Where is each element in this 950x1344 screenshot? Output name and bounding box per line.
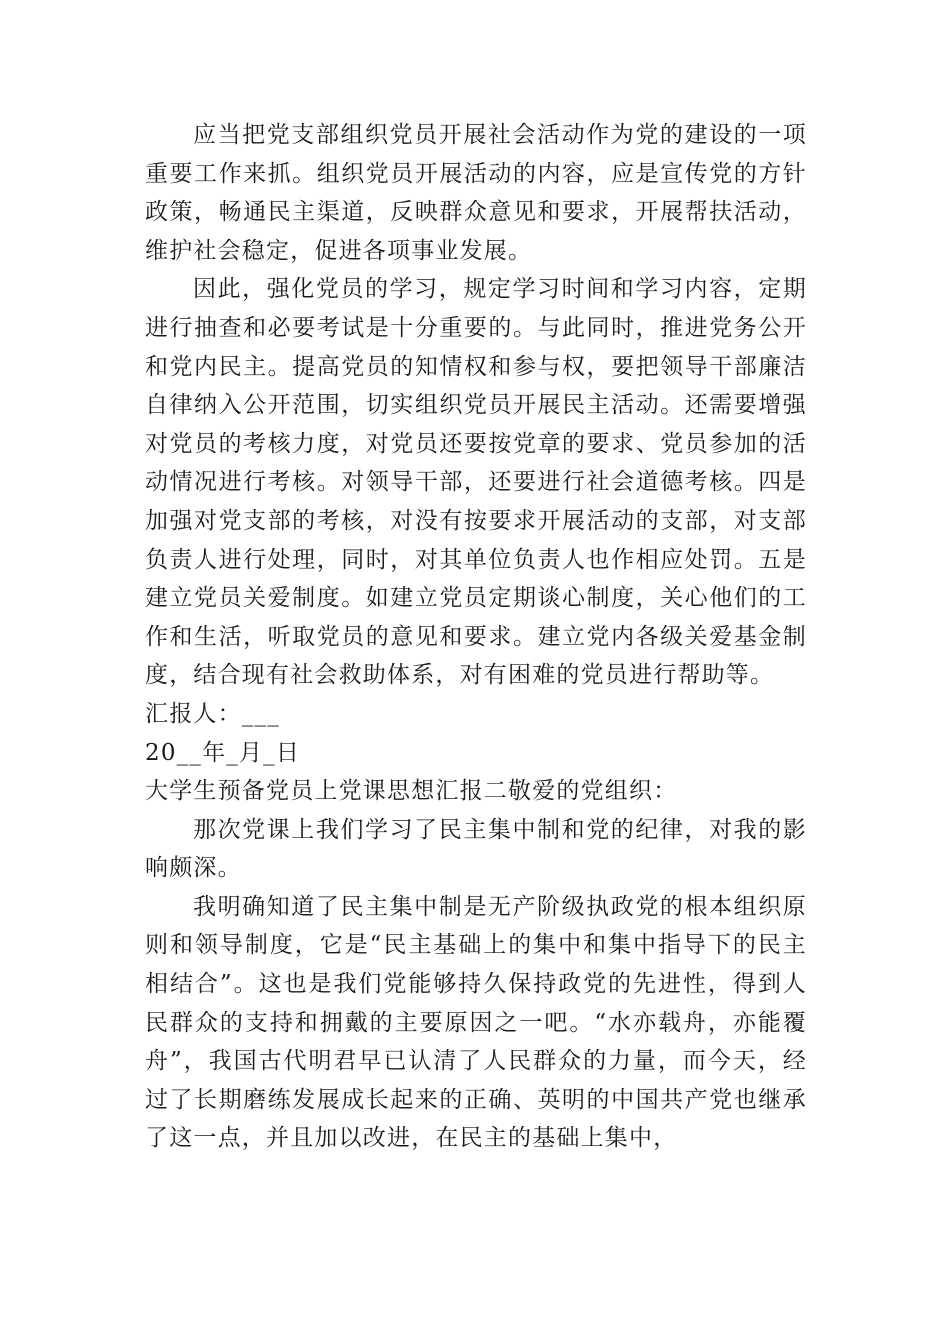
reporter-line: 汇报人：___ — [145, 700, 280, 727]
paragraph-3: 那次党课上我们学习了民主集中制和党的纪律，对我的影响颇深。 — [145, 816, 807, 882]
document-body — [145, 116, 807, 1158]
second-report-title: 大学生预备党员上党课思想汇报二敬爱的党组织： — [145, 778, 678, 805]
paragraph-1: 应当把党支部组织党员开展社会活动作为党的建设的一项重要工作来抓。组织党员开展活动的内容，应是宣传党的方针政策，畅通民主渠道，反映群众意见和要求，开展帮扶活动，维护社会稳定，促进各项事业发展。 — [145, 122, 807, 264]
paragraph-4: 我明确知道了民主集中制是无产阶级执政党的根本组织原则和领导制度，它是“民主基础上的集中和集中指导下的民主相结合”。这也是我们党能够持久保持政党的先进性，得到人民群众的支持和拥戴的主要原因之一吧。“水亦载舟，亦能覆舟”，我国古代明君早已认清了人民群众的力量，而今天，经过了长期磨练发展成长起来的正确、英明的中国共产党也继承了这一点，并且加以改进，在民主的基础上集中， — [145, 893, 807, 1152]
paragraph-2: 因此，强化党员的学习，规定学习时间和学习内容，定期进行抽查和必要考试是十分重要的。与此同时，推进党务公开和党内民主。提高党员的知情权和参与权，要把领导干部廉洁自律纳入公开范围，切实组织党员开展民主活动。还需要增强对党员的考核力度，对党员还要按党章的要求、党员参加的活动情况进行考核。对领导干部，还要进行社会道德考核。四是加强对党支部的考核，对没有按要求开展活动的支部，对支部负责人进行处理，同时，对其单位负责人也作相应处罚。五是建立党员关爱制度。如建立党员定期谈心制度，关心他们的工作和生活，听取党员的意见和要求。建立党内各级关爱基金制度，结合现有社会救助体系，对有困难的党员进行帮助等。 — [145, 276, 807, 689]
date-line: 20__年_月_日 — [145, 739, 301, 766]
